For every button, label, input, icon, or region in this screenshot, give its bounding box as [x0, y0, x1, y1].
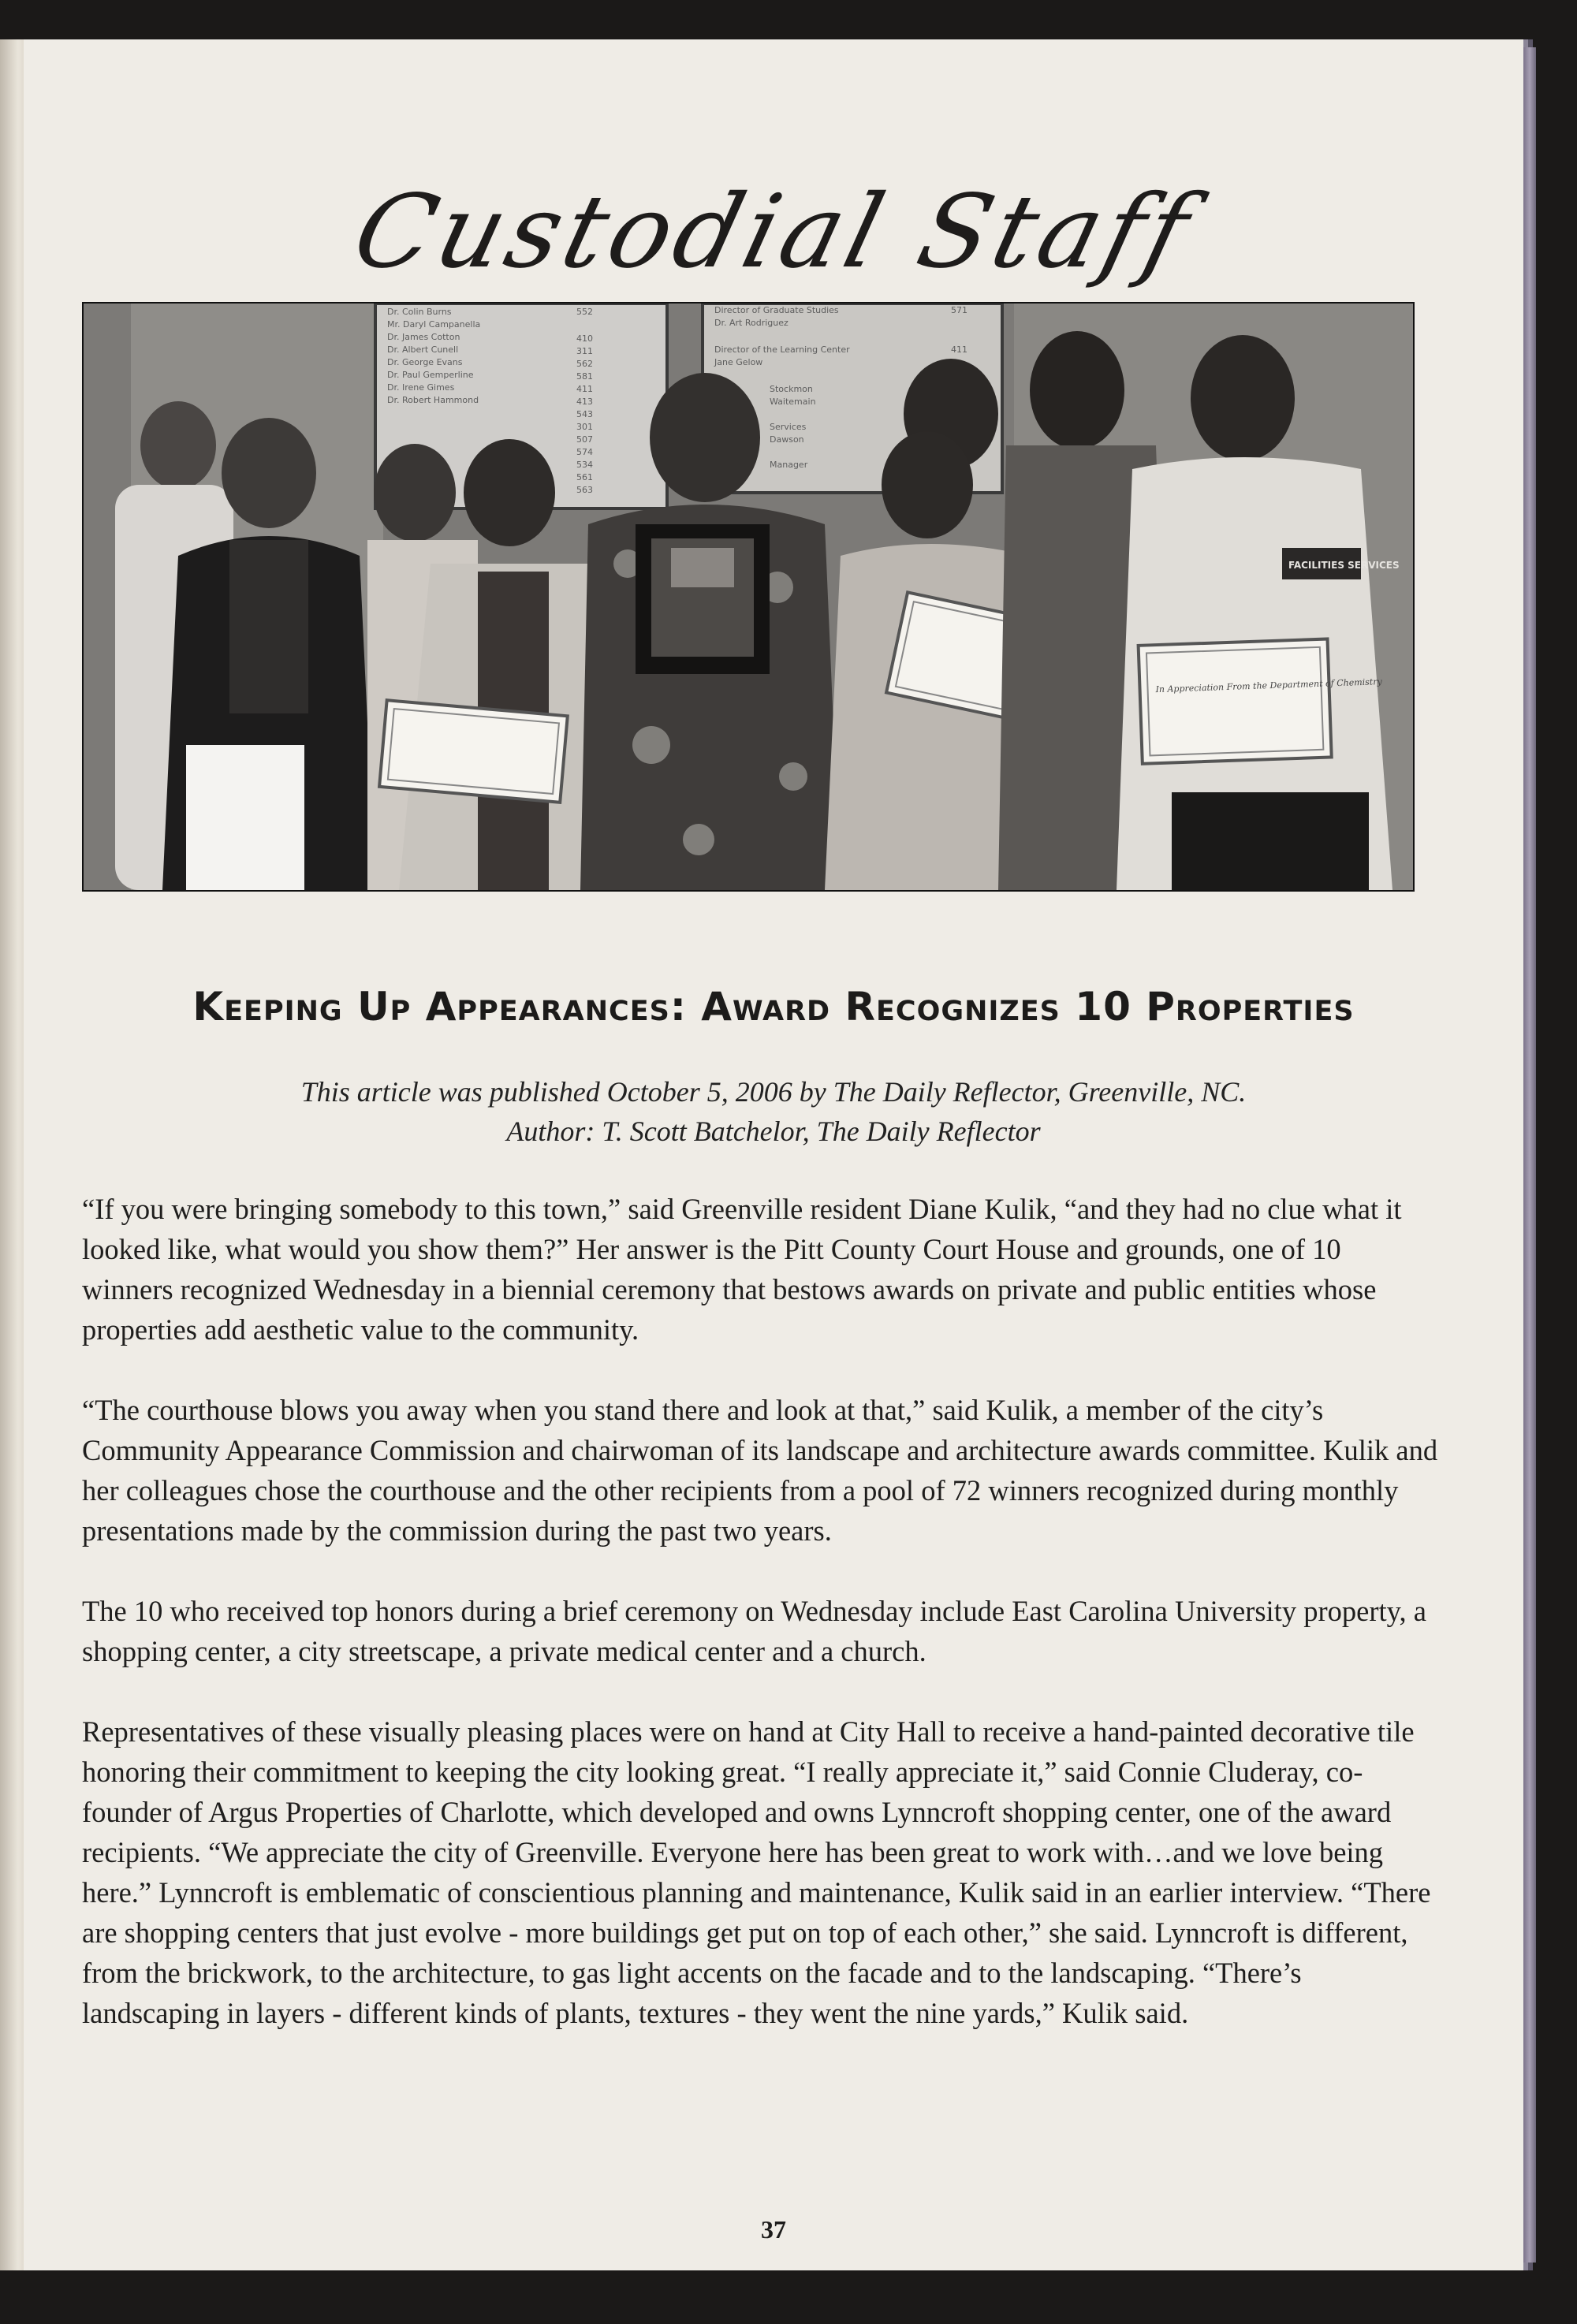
directory-entry: Mr. Daryl Campanella	[387, 319, 481, 330]
article-byline	[24, 1072, 1523, 1151]
directory-room: 543	[576, 409, 593, 419]
page-edge	[1523, 47, 1536, 2263]
directory-room: 411	[576, 384, 593, 394]
staff-photo-illustration	[84, 304, 1413, 890]
directory-entry: Manager	[770, 460, 808, 470]
directory-entry: Waitemain	[770, 397, 816, 407]
certificate-text: In Appreciation From the Department of Chemistry	[1155, 676, 1382, 695]
directory-entry: Jane Gelow	[714, 357, 763, 367]
directory-room: 507	[576, 434, 593, 445]
directory-room: 413	[576, 397, 593, 407]
directory-room: 562	[576, 359, 593, 369]
directory-entry: Services	[770, 422, 807, 432]
section-title: Custodial Staff	[342, 173, 1205, 291]
directory-room: 561	[576, 472, 593, 482]
article-paragraph: The 10 who received top honors during a brief ceremony on Wednesday include East Carolina University property, a shopping center, a city streetscape, a private medical center and a church.	[82, 1595, 1426, 1667]
article-paragraph: “If you were bringing somebody to this town,” said Greenville resident Diane Kulik, “and they had no clue what it looked like, what would you show them?” Her answer is the Pitt County Court House and grounds, one of 10 winners recognized Wednesday in a biennial ceremony that bestows awards on private and public entities whose properties add aesthetic value to the community.	[82, 1193, 1402, 1346]
directory-entry: Director of the Learning Center	[714, 345, 850, 355]
directory-entry: Dr. Albert Cunell	[387, 345, 459, 355]
directory-entry: Dr. Irene Gimes	[387, 382, 455, 393]
directory-entry: Dr. Robert Hammond	[387, 395, 479, 405]
facilities-badge-text: FACILITIES SERVICES	[1288, 560, 1400, 571]
directory-entry: Dr. George Evans	[387, 357, 463, 367]
directory-entry: Dr. Colin Burns	[387, 307, 452, 317]
directory-room: 574	[576, 447, 593, 457]
byline-publication: This article was published October 5, 2006 by The Daily Reflector, Greenville, NC.	[300, 1076, 1247, 1108]
article-headline: Keeping Up Appearances: Award Recognizes 10 Properties	[192, 984, 1355, 1030]
directory-room: 571	[951, 305, 967, 315]
page-number: 37	[761, 2215, 786, 2244]
directory-entry: Dr. James Cotton	[387, 332, 460, 342]
staff-photo	[82, 302, 1415, 892]
directory-entry: Stockmon	[770, 384, 813, 394]
directory-room: 301	[576, 422, 593, 432]
article-body	[82, 1189, 1438, 2073]
directory-room: 311	[576, 346, 593, 356]
page	[24, 39, 1523, 2270]
article-paragraph: Representatives of these visually pleasing places were on hand at City Hall to receive a hand-painted decorative tile honoring their commitment to keeping the city looking great. “I really appreciate it,” said Connie Cluderay, co-founder of Argus Properties of Charlotte, which developed and owns Lynncroft shopping center, one of the award recipients. “We appreciate the city of Greenville. Everyone here has been great to work with…and we love being here.” Lynncroft is emblematic of conscientious planning and maintenance, Kulik said in an earlier interview. “There are shopping centers that just evolve - more buildings get put on top of each other,” she said. Lynncroft is different, from the brickwork, to the architecture, to gas light accents on the facade and to the landscaping. “There’s landscaping in layers - different kinds of plants, textures - they went the nine yards,” Kulik said.	[82, 1715, 1431, 2029]
directory-room: 410	[576, 333, 593, 344]
directory-entry: Dawson	[770, 434, 804, 445]
directory-entry: Director of Graduate Studies	[714, 305, 839, 315]
directory-entry: Dr. Art Rodriguez	[714, 318, 788, 328]
directory-room: 534	[576, 460, 593, 470]
directory-room: 552	[576, 307, 593, 317]
article-paragraph: “The courthouse blows you away when you stand there and look at that,” said Kulik, a member of the city’s Community Appearance Commission and chairwoman of its landscape and architecture awards committee. Kulik and her colleagues chose the courthouse and the other recipients from a pool of 72 winners recognized during monthly presentations made by the commission during the past two years.	[82, 1394, 1438, 1547]
directory-entry: Dr. Paul Gemperline	[387, 370, 474, 380]
byline-author: Author: T. Scott Batchelor, The Daily Reflector	[506, 1115, 1041, 1147]
directory-room: 411	[951, 345, 967, 355]
directory-room: 581	[576, 371, 593, 382]
directory-room: 563	[576, 485, 593, 495]
